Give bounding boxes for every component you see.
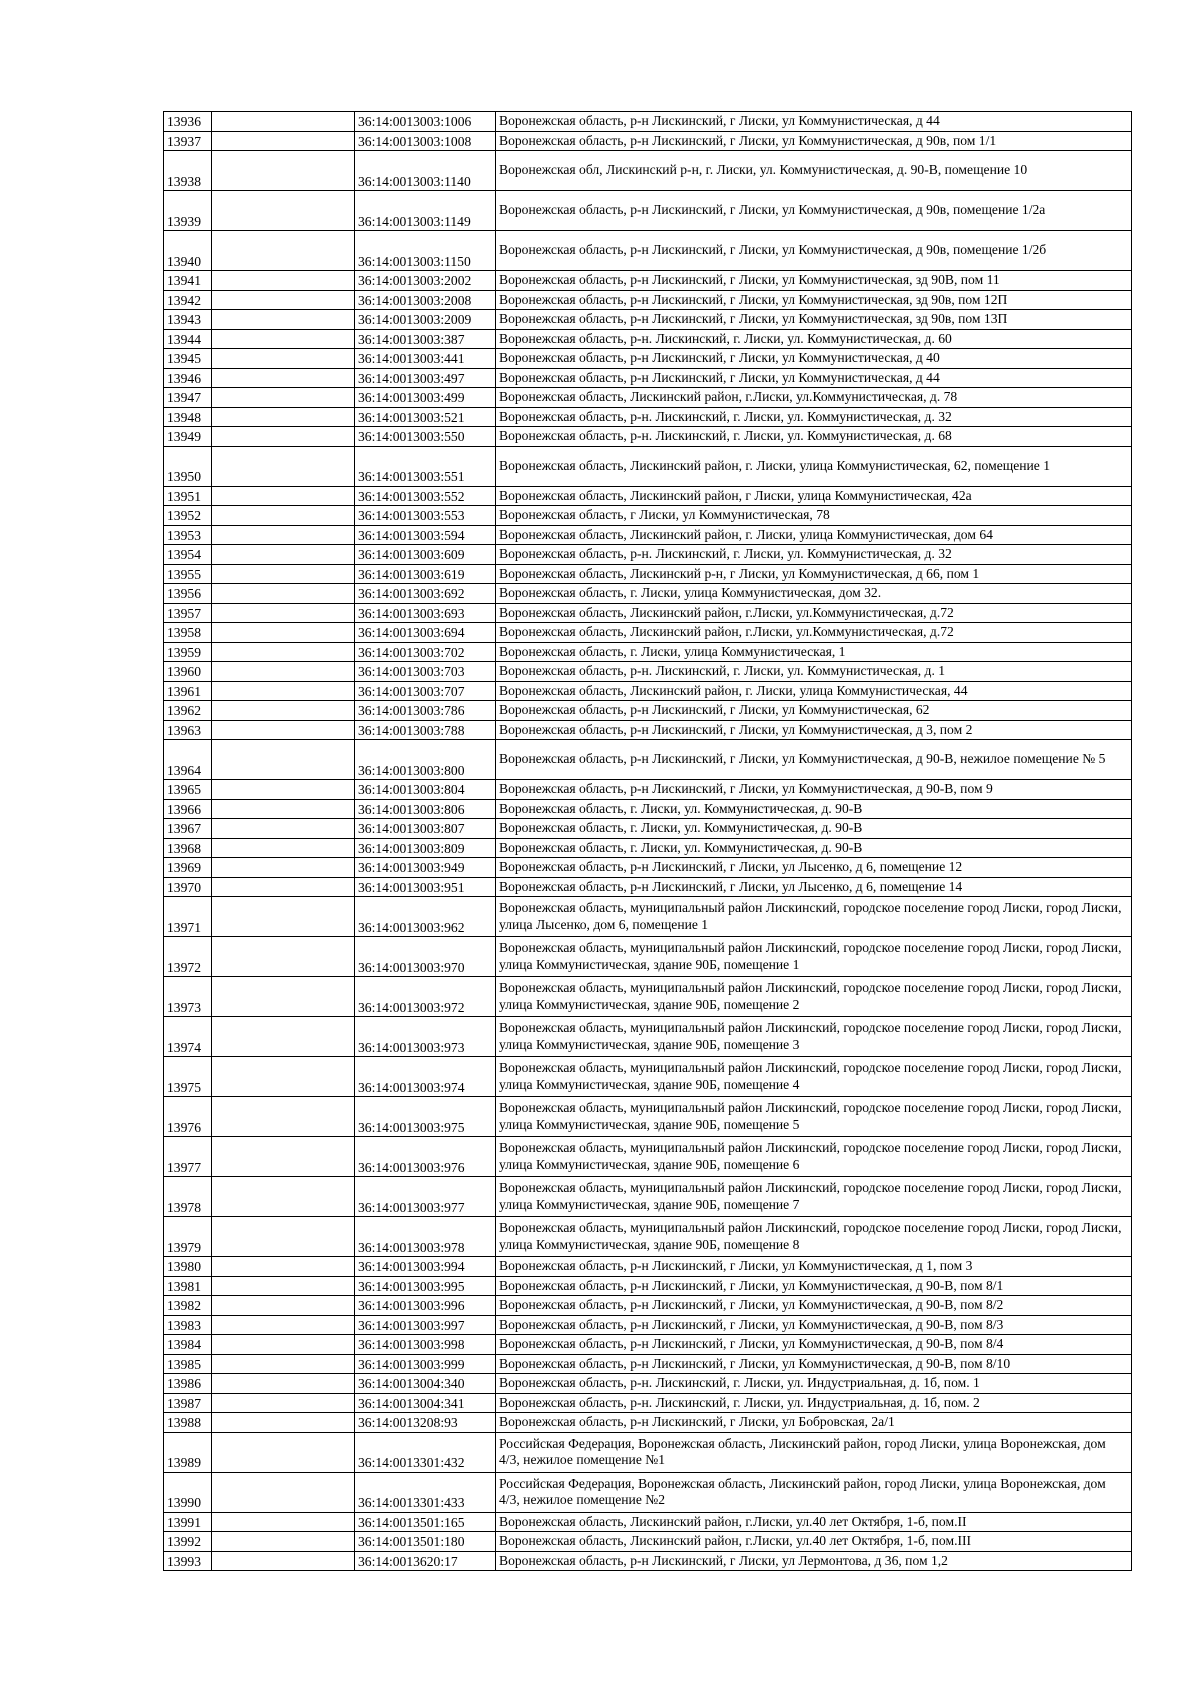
address-cell: Воронежская обл, Лискинский р-н, г. Лиски, ул. Коммунистическая, д. 90-В, помещение 10: [496, 151, 1132, 191]
empty-cell: [212, 131, 355, 151]
empty-cell: [212, 1532, 355, 1552]
empty-cell: [212, 662, 355, 682]
cadastral-number-cell: 36:14:0013003:692: [355, 584, 496, 604]
address-cell: Воронежская область, р-н Лискинский, г Лиски, ул Коммунистическая, д 90-В, пом 9: [496, 780, 1132, 800]
cadastral-number-cell: 36:14:0013003:807: [355, 819, 496, 839]
table-row: [164, 1551, 1132, 1571]
empty-cell: [212, 368, 355, 388]
empty-cell: [212, 681, 355, 701]
row-number-cell: 13957: [164, 603, 212, 623]
empty-cell: [212, 701, 355, 721]
row-number-cell: 13985: [164, 1354, 212, 1374]
row-number-cell: 13946: [164, 368, 212, 388]
cadastral-number-cell: 36:14:0013301:433: [355, 1472, 496, 1512]
table-row: [164, 388, 1132, 408]
empty-cell: [212, 407, 355, 427]
empty-cell: [212, 584, 355, 604]
cadastral-number-cell: 36:14:0013003:2008: [355, 290, 496, 310]
empty-cell: [212, 623, 355, 643]
row-number-cell: 13948: [164, 407, 212, 427]
table-row: [164, 838, 1132, 858]
address-cell: Воронежская область, Лискинский район, г. Лиски, улица Коммунистическая, дом 64: [496, 525, 1132, 545]
table-row: [164, 1017, 1132, 1057]
empty-cell: [212, 1472, 355, 1512]
document-page: [163, 111, 1131, 1571]
address-cell: Воронежская область, р-н Лискинский, г Лиски, ул Коммунистическая, д 90в, помещение 1/2а: [496, 191, 1132, 231]
table-row: [164, 506, 1132, 526]
cadastral-number-cell: 36:14:0013208:93: [355, 1413, 496, 1433]
address-cell: Воронежская область, р-н. Лискинский, г. Лиски, ул. Коммунистическая, д. 32: [496, 407, 1132, 427]
row-number-cell: 13960: [164, 662, 212, 682]
row-number-cell: 13991: [164, 1512, 212, 1532]
empty-cell: [212, 525, 355, 545]
table-row: [164, 1257, 1132, 1277]
empty-cell: [212, 1097, 355, 1137]
address-cell: Воронежская область, р-н. Лискинский, г. Лиски, ул. Индустриальная, д. 1б, пом. 2: [496, 1393, 1132, 1413]
empty-cell: [212, 1335, 355, 1355]
empty-cell: [212, 858, 355, 878]
table-row: [164, 623, 1132, 643]
row-number-cell: 13938: [164, 151, 212, 191]
cadastral-number-cell: 36:14:0013003:996: [355, 1296, 496, 1316]
empty-cell: [212, 897, 355, 937]
row-number-cell: 13952: [164, 506, 212, 526]
address-cell: Воронежская область, р-н Лискинский, г Лиски, ул Коммунистическая, д 40: [496, 349, 1132, 369]
address-cell: Воронежская область, р-н Лискинский, г Лиски, ул Лермонтова, д 36, пом 1,2: [496, 1551, 1132, 1571]
address-cell: Воронежская область, муниципальный район Лискинский, городское поселение город Лиски, город Лиски, улица Коммунистическая, здание 90Б, помещение 8: [496, 1217, 1132, 1257]
empty-cell: [212, 1551, 355, 1571]
address-cell: Воронежская область, р-н Лискинский, г Лиски, ул Коммунистическая, д 44: [496, 368, 1132, 388]
row-number-cell: 13968: [164, 838, 212, 858]
address-cell: Воронежская область, р-н Лискинский, г Лиски, ул Коммунистическая, д 90-В, пом 8/10: [496, 1354, 1132, 1374]
table-row: [164, 1374, 1132, 1394]
address-cell: Воронежская область, р-н. Лискинский, г. Лиски, ул. Коммунистическая, д. 32: [496, 545, 1132, 565]
empty-cell: [212, 780, 355, 800]
address-cell: Воронежская область, Лискинский район, г.Лиски, ул.40 лет Октября, 1-б, пом.II: [496, 1512, 1132, 1532]
cadastral-number-cell: 36:14:0013003:707: [355, 681, 496, 701]
cadastral-number-cell: 36:14:0013003:1140: [355, 151, 496, 191]
empty-cell: [212, 1137, 355, 1177]
address-cell: Воронежская область, муниципальный район Лискинский, городское поселение город Лиски, город Лиски, улица Коммунистическая, здание 90Б, помещение 6: [496, 1137, 1132, 1177]
table-row: [164, 1177, 1132, 1217]
row-number-cell: 13971: [164, 897, 212, 937]
empty-cell: [212, 819, 355, 839]
table-row: [164, 780, 1132, 800]
address-cell: Воронежская область, р-н Лискинский, г Лиски, ул Коммунистическая, д 90в, пом 1/1: [496, 131, 1132, 151]
address-cell: Воронежская область, муниципальный район Лискинский, городское поселение город Лиски, город Лиски, улица Коммунистическая, здание 90Б, помещение 5: [496, 1097, 1132, 1137]
address-cell: Воронежская область, р-н Лискинский, г Лиски, ул Коммунистическая, д 44: [496, 112, 1132, 132]
cadastral-number-cell: 36:14:0013003:978: [355, 1217, 496, 1257]
empty-cell: [212, 838, 355, 858]
address-cell: Воронежская область, р-н Лискинский, г Лиски, ул Коммунистическая, д 3, пом 2: [496, 720, 1132, 740]
table-row: [164, 720, 1132, 740]
cadastral-number-cell: 36:14:0013003:973: [355, 1017, 496, 1057]
cadastral-number-cell: 36:14:0013501:165: [355, 1512, 496, 1532]
cadastral-number-cell: 36:14:0013301:432: [355, 1432, 496, 1472]
cadastral-number-cell: 36:14:0013003:972: [355, 977, 496, 1017]
cadastral-number-cell: 36:14:0013003:693: [355, 603, 496, 623]
table-row: [164, 1097, 1132, 1137]
table-row: [164, 701, 1132, 721]
table-row: [164, 1137, 1132, 1177]
table-row: [164, 112, 1132, 132]
table-row: [164, 349, 1132, 369]
address-cell: Воронежская область, р-н Лискинский, г Лиски, ул Коммунистическая, зд 90в, пом 12П: [496, 290, 1132, 310]
table-row: [164, 486, 1132, 506]
table-row: [164, 368, 1132, 388]
table-row: [164, 329, 1132, 349]
address-cell: Воронежская область, муниципальный район Лискинский, городское поселение город Лиски, город Лиски, улица Коммунистическая, здание 90Б, помещение 7: [496, 1177, 1132, 1217]
cadastral-number-cell: 36:14:0013003:521: [355, 407, 496, 427]
address-cell: Воронежская область, Лискинский район, г.Лиски, ул.Коммунистическая, д.72: [496, 623, 1132, 643]
cadastral-number-cell: 36:14:0013003:974: [355, 1057, 496, 1097]
row-number-cell: 13951: [164, 486, 212, 506]
empty-cell: [212, 310, 355, 330]
cadastral-number-cell: 36:14:0013003:804: [355, 780, 496, 800]
cadastral-number-cell: 36:14:0013003:619: [355, 564, 496, 584]
empty-cell: [212, 1393, 355, 1413]
row-number-cell: 13977: [164, 1137, 212, 1177]
cadastral-number-cell: 36:14:0013003:1008: [355, 131, 496, 151]
row-number-cell: 13953: [164, 525, 212, 545]
empty-cell: [212, 603, 355, 623]
cadastral-number-cell: 36:14:0013003:788: [355, 720, 496, 740]
address-cell: Воронежская область, р-н Лискинский, г Лиски, ул Коммунистическая, д 1, пом 3: [496, 1257, 1132, 1277]
empty-cell: [212, 877, 355, 897]
empty-cell: [212, 486, 355, 506]
cadastral-number-cell: 36:14:0013003:552: [355, 486, 496, 506]
row-number-cell: 13944: [164, 329, 212, 349]
table-row: [164, 858, 1132, 878]
row-number-cell: 13992: [164, 1532, 212, 1552]
cadastral-number-cell: 36:14:0013003:553: [355, 506, 496, 526]
empty-cell: [212, 349, 355, 369]
row-number-cell: 13982: [164, 1296, 212, 1316]
cadastral-number-cell: 36:14:0013003:970: [355, 937, 496, 977]
table-row: [164, 1057, 1132, 1097]
address-cell: Воронежская область, р-н Лискинский, г Лиски, ул Коммунистическая, д 90-В, нежилое помещение № 5: [496, 740, 1132, 780]
row-number-cell: 13967: [164, 819, 212, 839]
cadastral-number-cell: 36:14:0013003:997: [355, 1315, 496, 1335]
address-cell: Воронежская область, г. Лиски, ул. Коммунистическая, д. 90-В: [496, 799, 1132, 819]
row-number-cell: 13993: [164, 1551, 212, 1571]
address-cell: Воронежская область, р-н Лискинский, г Лиски, ул Коммунистическая, д 90в, помещение 1/2б: [496, 231, 1132, 271]
address-cell: Воронежская область, Лискинский район, г.Лиски, ул.Коммунистическая, д. 78: [496, 388, 1132, 408]
empty-cell: [212, 1512, 355, 1532]
empty-cell: [212, 1017, 355, 1057]
address-cell: Воронежская область, р-н Лискинский, г Лиски, ул Бобровская, 2а/1: [496, 1413, 1132, 1433]
empty-cell: [212, 1177, 355, 1217]
table-row: [164, 1335, 1132, 1355]
table-row: [164, 407, 1132, 427]
empty-cell: [212, 564, 355, 584]
table-row: [164, 1432, 1132, 1472]
row-number-cell: 13940: [164, 231, 212, 271]
row-number-cell: 13978: [164, 1177, 212, 1217]
row-number-cell: 13989: [164, 1432, 212, 1472]
cadastral-number-cell: 36:14:0013003:550: [355, 427, 496, 447]
cadastral-number-cell: 36:14:0013003:609: [355, 545, 496, 565]
row-number-cell: 13941: [164, 271, 212, 291]
table-row: [164, 799, 1132, 819]
row-number-cell: 13981: [164, 1276, 212, 1296]
row-number-cell: 13936: [164, 112, 212, 132]
table-row: [164, 1532, 1132, 1552]
row-number-cell: 13983: [164, 1315, 212, 1335]
row-number-cell: 13958: [164, 623, 212, 643]
table-row: [164, 545, 1132, 565]
cadastral-number-cell: 36:14:0013003:497: [355, 368, 496, 388]
table-row: [164, 603, 1132, 623]
row-number-cell: 13939: [164, 191, 212, 231]
table-row: [164, 1512, 1132, 1532]
address-cell: Воронежская область, р-н. Лискинский, г. Лиски, ул. Коммунистическая, д. 68: [496, 427, 1132, 447]
row-number-cell: 13969: [164, 858, 212, 878]
cadastral-number-cell: 36:14:0013003:994: [355, 1257, 496, 1277]
cadastral-number-cell: 36:14:0013003:977: [355, 1177, 496, 1217]
table-row: [164, 1276, 1132, 1296]
cadastral-number-cell: 36:14:0013003:441: [355, 349, 496, 369]
empty-cell: [212, 545, 355, 565]
cadastral-number-cell: 36:14:0013003:786: [355, 701, 496, 721]
table-row: [164, 290, 1132, 310]
empty-cell: [212, 506, 355, 526]
table-row: [164, 231, 1132, 271]
row-number-cell: 13945: [164, 349, 212, 369]
address-cell: Воронежская область, р-н Лискинский, г Лиски, ул Коммунистическая, д 90-В, пом 8/3: [496, 1315, 1132, 1335]
empty-cell: [212, 191, 355, 231]
table-row: [164, 642, 1132, 662]
row-number-cell: 13990: [164, 1472, 212, 1512]
table-row: [164, 1413, 1132, 1433]
address-cell: Воронежская область, Лискинский район, г Лиски, улица Коммунистическая, 42а: [496, 486, 1132, 506]
address-cell: Воронежская область, р-н Лискинский, г Лиски, ул Коммунистическая, д 90-В, пом 8/2: [496, 1296, 1132, 1316]
cadastral-number-cell: 36:14:0013003:949: [355, 858, 496, 878]
cadastral-number-cell: 36:14:0013003:1150: [355, 231, 496, 271]
empty-cell: [212, 427, 355, 447]
row-number-cell: 13984: [164, 1335, 212, 1355]
cadastral-number-cell: 36:14:0013004:341: [355, 1393, 496, 1413]
table-row: [164, 662, 1132, 682]
table-row: [164, 446, 1132, 486]
cadastral-number-cell: 36:14:0013501:180: [355, 1532, 496, 1552]
address-cell: Воронежская область, р-н Лискинский, г Лиски, ул Лысенко, д 6, помещение 12: [496, 858, 1132, 878]
row-number-cell: 13970: [164, 877, 212, 897]
table-row: [164, 191, 1132, 231]
row-number-cell: 13961: [164, 681, 212, 701]
address-cell: Воронежская область, р-н. Лискинский, г. Лиски, ул. Коммунистическая, д. 1: [496, 662, 1132, 682]
cadastral-number-cell: 36:14:0013003:999: [355, 1354, 496, 1374]
row-number-cell: 13954: [164, 545, 212, 565]
row-number-cell: 13959: [164, 642, 212, 662]
empty-cell: [212, 1257, 355, 1277]
address-cell: Воронежская область, р-н Лискинский, г Лиски, ул Коммунистическая, д 90-В, пом 8/4: [496, 1335, 1132, 1355]
property-registry-table: [163, 111, 1132, 1571]
row-number-cell: 13962: [164, 701, 212, 721]
cadastral-number-cell: 36:14:0013003:594: [355, 525, 496, 545]
empty-cell: [212, 720, 355, 740]
row-number-cell: 13975: [164, 1057, 212, 1097]
row-number-cell: 13976: [164, 1097, 212, 1137]
row-number-cell: 13942: [164, 290, 212, 310]
cadastral-number-cell: 36:14:0013003:694: [355, 623, 496, 643]
table-row: [164, 1393, 1132, 1413]
table-row: [164, 877, 1132, 897]
table-row: [164, 1296, 1132, 1316]
row-number-cell: 13950: [164, 446, 212, 486]
cadastral-number-cell: 36:14:0013003:499: [355, 388, 496, 408]
table-row: [164, 525, 1132, 545]
address-cell: Воронежская область, муниципальный район Лискинский, городское поселение город Лиски, город Лиски, улица Коммунистическая, здание 90Б, помещение 4: [496, 1057, 1132, 1097]
empty-cell: [212, 271, 355, 291]
cadastral-number-cell: 36:14:0013003:995: [355, 1276, 496, 1296]
row-number-cell: 13974: [164, 1017, 212, 1057]
empty-cell: [212, 740, 355, 780]
empty-cell: [212, 388, 355, 408]
cadastral-number-cell: 36:14:0013003:962: [355, 897, 496, 937]
address-cell: Воронежская область, муниципальный район Лискинский, городское поселение город Лиски, город Лиски, улица Лысенко, дом 6, помещение 1: [496, 897, 1132, 937]
address-cell: Воронежская область, р-н Лискинский, г Лиски, ул Коммунистическая, 62: [496, 701, 1132, 721]
row-number-cell: 13947: [164, 388, 212, 408]
address-cell: Воронежская область, муниципальный район Лискинский, городское поселение город Лиски, город Лиски, улица Коммунистическая, здание 90Б, помещение 3: [496, 1017, 1132, 1057]
row-number-cell: 13980: [164, 1257, 212, 1277]
cadastral-number-cell: 36:14:0013003:702: [355, 642, 496, 662]
cadastral-number-cell: 36:14:0013003:998: [355, 1335, 496, 1355]
table-row: [164, 937, 1132, 977]
table-body: [164, 112, 1132, 1571]
empty-cell: [212, 1276, 355, 1296]
table-row: [164, 1315, 1132, 1335]
empty-cell: [212, 151, 355, 191]
address-cell: Воронежская область, г. Лиски, ул. Коммунистическая, д. 90-В: [496, 838, 1132, 858]
empty-cell: [212, 977, 355, 1017]
empty-cell: [212, 1413, 355, 1433]
address-cell: Российская Федерация, Воронежская область, Лискинский район, город Лиски, улица Воронежская, дом 4/3, нежилое помещение №2: [496, 1472, 1132, 1512]
address-cell: Воронежская область, р-н Лискинский, г Лиски, ул Коммунистическая, зд 90В, пом 11: [496, 271, 1132, 291]
empty-cell: [212, 799, 355, 819]
empty-cell: [212, 1057, 355, 1097]
address-cell: Воронежская область, Лискинский р-н, г Лиски, ул Коммунистическая, д 66, пом 1: [496, 564, 1132, 584]
cadastral-number-cell: 36:14:0013003:951: [355, 877, 496, 897]
row-number-cell: 13966: [164, 799, 212, 819]
empty-cell: [212, 231, 355, 271]
table-row: [164, 1354, 1132, 1374]
cadastral-number-cell: 36:14:0013003:387: [355, 329, 496, 349]
table-row: [164, 151, 1132, 191]
row-number-cell: 13987: [164, 1393, 212, 1413]
address-cell: Воронежская область, р-н Лискинский, г Лиски, ул Коммунистическая, зд 90в, пом 13П: [496, 310, 1132, 330]
table-row: [164, 1217, 1132, 1257]
row-number-cell: 13988: [164, 1413, 212, 1433]
empty-cell: [212, 1354, 355, 1374]
address-cell: Воронежская область, муниципальный район Лискинский, городское поселение город Лиски, город Лиски, улица Коммунистическая, здание 90Б, помещение 2: [496, 977, 1132, 1017]
address-cell: Воронежская область, р-н. Лискинский, г. Лиски, ул. Коммунистическая, д. 60: [496, 329, 1132, 349]
table-row: [164, 131, 1132, 151]
table-row: [164, 897, 1132, 937]
table-row: [164, 271, 1132, 291]
empty-cell: [212, 1432, 355, 1472]
address-cell: Воронежская область, Лискинский район, г. Лиски, улица Коммунистическая, 62, помещение 1: [496, 446, 1132, 486]
address-cell: Воронежская область, г. Лиски, ул. Коммунистическая, д. 90-В: [496, 819, 1132, 839]
cadastral-number-cell: 36:14:0013003:1006: [355, 112, 496, 132]
row-number-cell: 13956: [164, 584, 212, 604]
cadastral-number-cell: 36:14:0013004:340: [355, 1374, 496, 1394]
cadastral-number-cell: 36:14:0013003:2009: [355, 310, 496, 330]
table-row: [164, 681, 1132, 701]
address-cell: Российская Федерация, Воронежская область, Лискинский район, город Лиски, улица Воронежская, дом 4/3, нежилое помещение №1: [496, 1432, 1132, 1472]
cadastral-number-cell: 36:14:0013003:976: [355, 1137, 496, 1177]
table-row: [164, 564, 1132, 584]
cadastral-number-cell: 36:14:0013003:2002: [355, 271, 496, 291]
row-number-cell: 13949: [164, 427, 212, 447]
row-number-cell: 13943: [164, 310, 212, 330]
empty-cell: [212, 1217, 355, 1257]
address-cell: Воронежская область, муниципальный район Лискинский, городское поселение город Лиски, город Лиски, улица Коммунистическая, здание 90Б, помещение 1: [496, 937, 1132, 977]
empty-cell: [212, 112, 355, 132]
table-row: [164, 977, 1132, 1017]
empty-cell: [212, 329, 355, 349]
cadastral-number-cell: 36:14:0013620:17: [355, 1551, 496, 1571]
address-cell: Воронежская область, р-н Лискинский, г Лиски, ул Лысенко, д 6, помещение 14: [496, 877, 1132, 897]
address-cell: Воронежская область, г. Лиски, улица Коммунистическая, 1: [496, 642, 1132, 662]
cadastral-number-cell: 36:14:0013003:809: [355, 838, 496, 858]
row-number-cell: 13972: [164, 937, 212, 977]
row-number-cell: 13979: [164, 1217, 212, 1257]
row-number-cell: 13937: [164, 131, 212, 151]
empty-cell: [212, 1374, 355, 1394]
empty-cell: [212, 1315, 355, 1335]
table-row: [164, 310, 1132, 330]
table-row: [164, 819, 1132, 839]
row-number-cell: 13964: [164, 740, 212, 780]
address-cell: Воронежская область, Лискинский район, г.Лиски, ул.40 лет Октября, 1-б, пом.III: [496, 1532, 1132, 1552]
address-cell: Воронежская область, г. Лиски, улица Коммунистическая, дом 32.: [496, 584, 1132, 604]
empty-cell: [212, 290, 355, 310]
table-row: [164, 584, 1132, 604]
cadastral-number-cell: 36:14:0013003:703: [355, 662, 496, 682]
cadastral-number-cell: 36:14:0013003:1149: [355, 191, 496, 231]
address-cell: Воронежская область, р-н Лискинский, г Лиски, ул Коммунистическая, д 90-В, пом 8/1: [496, 1276, 1132, 1296]
table-row: [164, 427, 1132, 447]
cadastral-number-cell: 36:14:0013003:551: [355, 446, 496, 486]
row-number-cell: 13955: [164, 564, 212, 584]
address-cell: Воронежская область, Лискинский район, г. Лиски, улица Коммунистическая, 44: [496, 681, 1132, 701]
cadastral-number-cell: 36:14:0013003:975: [355, 1097, 496, 1137]
address-cell: Воронежская область, г Лиски, ул Коммунистическая, 78: [496, 506, 1132, 526]
row-number-cell: 13963: [164, 720, 212, 740]
row-number-cell: 13973: [164, 977, 212, 1017]
cadastral-number-cell: 36:14:0013003:806: [355, 799, 496, 819]
row-number-cell: 13965: [164, 780, 212, 800]
address-cell: Воронежская область, р-н. Лискинский, г. Лиски, ул. Индустриальная, д. 1б, пом. 1: [496, 1374, 1132, 1394]
cadastral-number-cell: 36:14:0013003:800: [355, 740, 496, 780]
row-number-cell: 13986: [164, 1374, 212, 1394]
address-cell: Воронежская область, Лискинский район, г.Лиски, ул.Коммунистическая, д.72: [496, 603, 1132, 623]
table-row: [164, 1472, 1132, 1512]
table-row: [164, 740, 1132, 780]
empty-cell: [212, 937, 355, 977]
empty-cell: [212, 446, 355, 486]
empty-cell: [212, 1296, 355, 1316]
empty-cell: [212, 642, 355, 662]
